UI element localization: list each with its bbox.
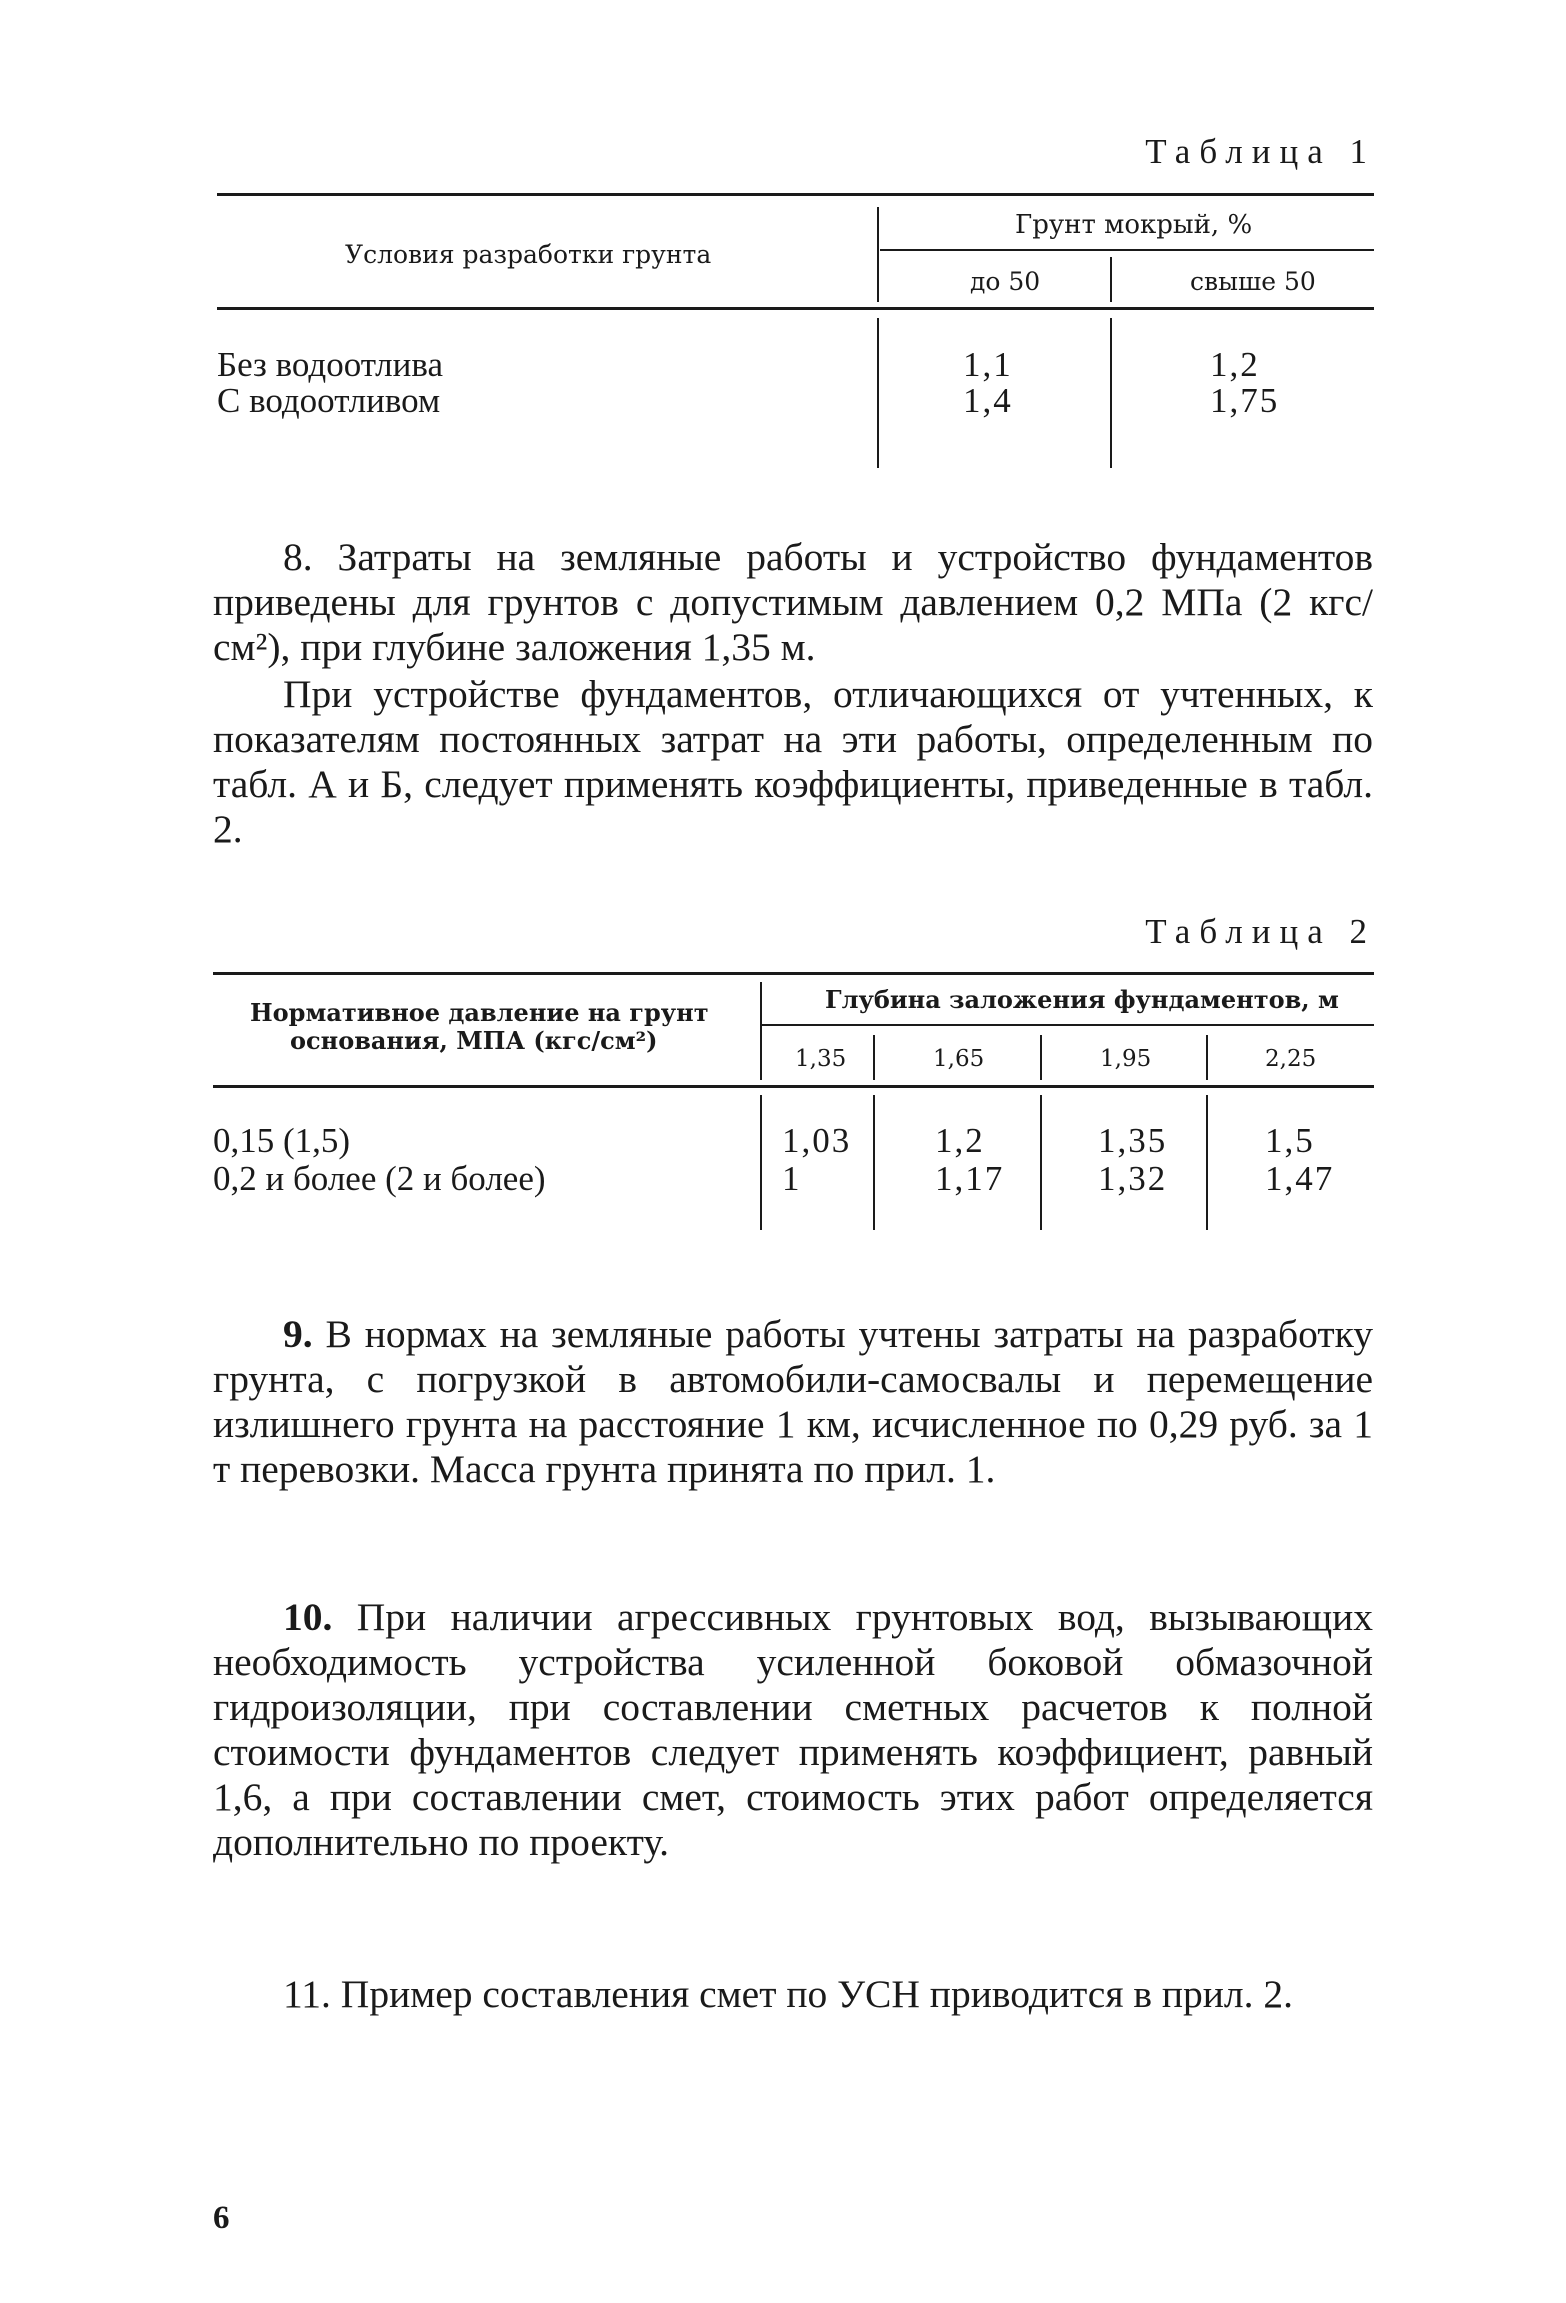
paragraph-number: 10.	[283, 1595, 333, 1639]
table1-col-divider	[877, 207, 879, 302]
table1-subcol-divider	[1110, 257, 1112, 302]
table2-cell: 1,2	[935, 1121, 985, 1160]
table2-subcol-divider	[1206, 1095, 1208, 1230]
table1-cell: 1,2	[1210, 345, 1260, 384]
paragraph-text: В нормах на земляные работы учтены затраты на разработку грунта, с погрузкой в автомобили-самосвалы и перемещение излишнего грунта на расстояние 1 км, исчисленное по 0,29 руб. за 1 т перевозки. Масса грунта принята по прил. 1.	[213, 1312, 1373, 1491]
table2-cell: 1,32	[1098, 1159, 1168, 1198]
paragraph-number: 11.	[283, 1972, 331, 2016]
table2-header-rule	[213, 1085, 1374, 1088]
table1-group-header: Грунт мокрый, %	[1015, 210, 1253, 240]
table2-cell: 1,03	[782, 1121, 852, 1160]
paragraph-text: При устройстве фундаментов, отличающихся от учтенных, к показателям постоянных затрат на эти работы, определенным по табл. А и Б, следует применять коэффициенты, приведенные в табл. 2.	[213, 672, 1373, 851]
table1-row-label: Без водоотлива	[217, 345, 443, 384]
table2-col-divider	[760, 1095, 762, 1230]
page-number: 6	[213, 2200, 230, 2236]
table2-subcol-divider	[1040, 1035, 1042, 1080]
table1-subheader-rule	[880, 249, 1374, 251]
table2-subcol-divider	[1206, 1035, 1208, 1080]
paragraph-8	[213, 535, 1373, 670]
table1-top-rule	[217, 193, 1374, 196]
table1-cell: 1,1	[963, 345, 1013, 384]
table2-row-label: 0,2 и более (2 и более)	[213, 1159, 546, 1198]
table1-subheader: до 50	[970, 267, 1041, 296]
paragraph-number: 8.	[283, 535, 313, 579]
table2-subheader: 1,95	[1100, 1046, 1152, 1072]
paragraph-8-continued	[213, 672, 1373, 852]
table1-row-label: С водоотливом	[217, 381, 441, 420]
table1-header-rule	[217, 307, 1374, 310]
table2-subheader: 1,65	[933, 1046, 985, 1072]
table2-col-header: основания, МПА (кгс/см²)	[290, 1026, 658, 1055]
table2-subheader: 2,25	[1265, 1046, 1317, 1072]
table2-col-divider	[760, 982, 762, 1080]
table2-cell: 1,35	[1098, 1121, 1168, 1160]
paragraph-text: При наличии агрессивных грунтовых вод, вызывающих необходимость устройства усиленной боковой обмазочной гидроизоляции, при составлении сметных расчетов к полной стоимости фундаментов следует применять коэффициент, равный 1,6, а при составлении смет, стоимость этих работ определяется дополнительно по проекту.	[213, 1595, 1374, 1864]
paragraph-10	[213, 1595, 1373, 1865]
table2-subcol-divider	[1040, 1095, 1042, 1230]
table2-subcol-divider	[873, 1035, 875, 1080]
paragraph-number: 9.	[283, 1312, 313, 1356]
paragraph-text: Пример составления смет по УСН приводится в прил. 2.	[340, 1972, 1294, 2016]
table2-cell: 1,47	[1265, 1159, 1335, 1198]
table2-subcol-divider	[873, 1095, 875, 1230]
paragraph-text: Затраты на земляные работы и устройство фундаментов приведены для грунтов с допустимым давлением 0,2 МПа (2 кгс/см²), при глубине заложения 1,35 м.	[213, 535, 1373, 669]
table2-cell: 1	[782, 1159, 802, 1198]
table1-subcol-divider	[1110, 318, 1112, 468]
table2-cell: 1,17	[935, 1159, 1005, 1198]
table1-col-divider	[877, 318, 879, 468]
table2-cell: 1,5	[1265, 1121, 1315, 1160]
table2-subheader: 1,35	[795, 1046, 847, 1072]
table1-subheader: свыше 50	[1190, 267, 1316, 296]
table2-caption: Таблица 2	[1145, 912, 1376, 951]
table2-top-rule	[213, 972, 1374, 975]
table2-row-label: 0,15 (1,5)	[213, 1121, 351, 1160]
table1-cell: 1,4	[963, 381, 1013, 420]
table1-cell: 1,75	[1210, 381, 1280, 420]
paragraph-11	[213, 1972, 1373, 2017]
table2-subheader-rule	[762, 1024, 1374, 1026]
paragraph-9	[213, 1312, 1373, 1492]
table2-group-header: Глубина заложения фундаментов, м	[825, 985, 1339, 1014]
table2-col-header: Нормативное давление на грунт	[250, 998, 709, 1027]
table1-col-header: Условия разработки грунта	[345, 240, 712, 269]
table1-caption: Таблица 1	[1145, 132, 1376, 171]
